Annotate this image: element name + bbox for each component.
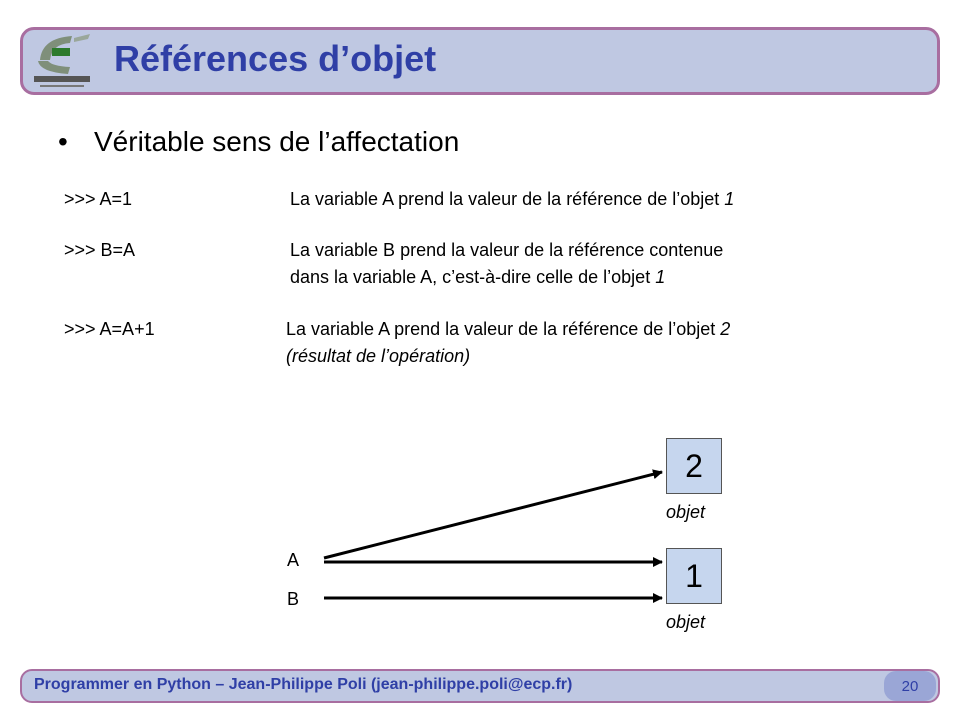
code-a-equals-a-plus-1: >>> A=A+1	[64, 319, 155, 339]
arrow-a-to-object-2	[324, 472, 662, 558]
code-a-equals-1: >>> A=1	[64, 189, 133, 209]
object-label-2: objet	[666, 502, 706, 522]
object-number: 1	[655, 267, 666, 287]
bullet-dot: •	[58, 126, 68, 157]
page-number: 20	[884, 671, 936, 701]
slide-title: Références d’objet	[114, 38, 437, 79]
footer-text: Programmer en Python – Jean-Philippe Poli (jean-philippe.poli@ecp.fr)	[34, 676, 573, 693]
code-b-equals-a: >>> B=A	[64, 240, 136, 260]
bullet-text: Véritable sens de l’affectation	[94, 126, 460, 157]
object-label-1: objet	[666, 612, 706, 632]
object-box-2: 2	[666, 438, 722, 494]
object-number: 1	[724, 189, 735, 209]
object-box-1: 1	[666, 548, 722, 604]
variable-label-b: B	[287, 589, 300, 609]
object-number: 2	[720, 319, 731, 339]
description-a-equals-1: La variable A prend la valeur de la référence de l’objet 1	[290, 189, 735, 209]
description-a-equals-a-plus-1: La variable A prend la valeur de la référence de l’objet 2 (résultat de l’opération)	[286, 319, 731, 366]
variable-label-a: A	[287, 550, 300, 570]
description-b-equals-a: La variable B prend la valeur de la référence contenue dans la variable A, c’est-à-dire celle de l’objet 1	[290, 240, 724, 287]
